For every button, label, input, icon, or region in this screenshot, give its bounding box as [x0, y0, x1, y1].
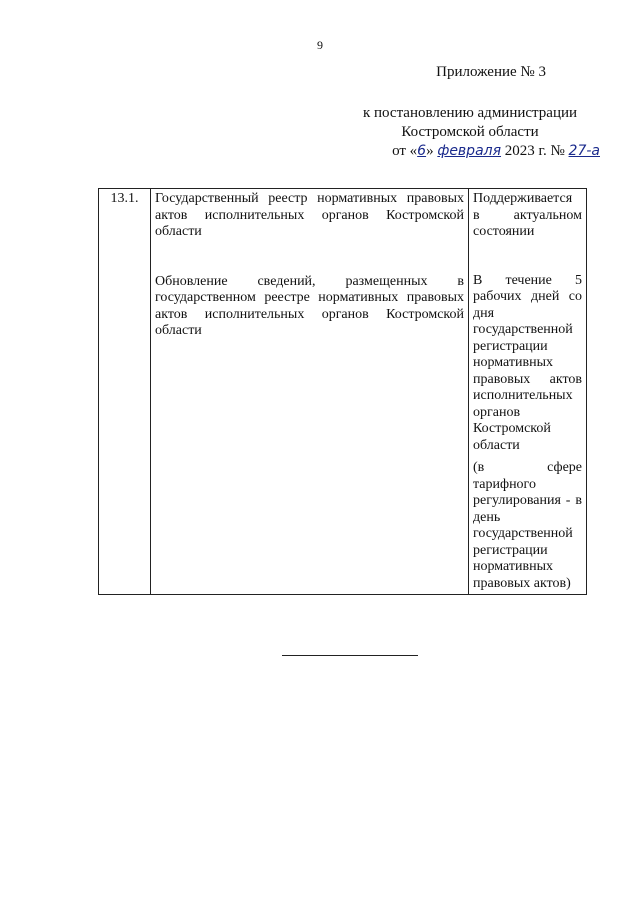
page-number: 9 [317, 38, 323, 52]
date-year: 2023 г. № [504, 143, 565, 159]
date-mid: » [426, 143, 434, 159]
resolution-block [340, 104, 600, 161]
resolution-line-1: к постановлению администрации [362, 105, 578, 121]
date-day: 6 [417, 143, 427, 159]
table-row [99, 189, 587, 595]
row-number-cell [99, 189, 151, 595]
spacer [473, 241, 582, 273]
item-2-term: В течение 5 рабочих дней со дня государственной регистрации нормативных правовых актов исполнительных органов Костромской области [473, 272, 582, 453]
row-number: 13.1. [110, 191, 139, 206]
item-2-term-note: (в сфере тарифного регулирования - в день государственной регистрации нормативных правовых актов) [473, 460, 582, 591]
end-divider [282, 655, 418, 656]
register-table [98, 188, 587, 595]
item-1-term: Поддерживается в актуальном состоянии [473, 191, 582, 239]
date-number: 27-а [568, 143, 600, 159]
resolution-date-line [340, 142, 600, 161]
appendix-title: Приложение № 3 [436, 64, 546, 80]
description-cell [151, 189, 469, 595]
spacer [155, 241, 464, 274]
spacer [473, 592, 582, 594]
date-prefix: от « [392, 143, 418, 159]
item-2-description: Обновление сведений, размещенных в государственном реестре нормативных правовых актов исполнительных органов Костромской области [155, 273, 464, 338]
term-cell [469, 189, 587, 595]
resolution-line-2: Костромской области [401, 124, 539, 140]
item-1-description: Государственный реестр нормативных правовых актов исполнительных органов Костромской области [155, 191, 464, 239]
date-month: февраля [437, 143, 502, 159]
